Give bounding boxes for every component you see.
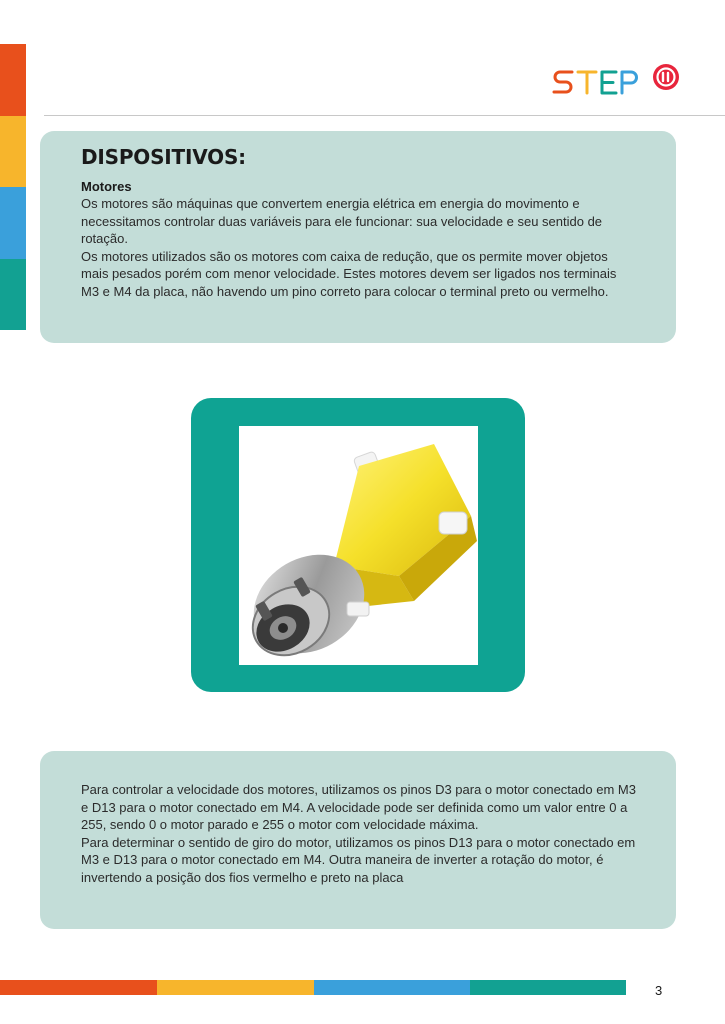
yellow-gear-motor-image bbox=[239, 426, 478, 665]
side-stripe-blue bbox=[0, 187, 26, 259]
footer-bar-blue bbox=[314, 980, 470, 995]
footer-bar-orange bbox=[0, 980, 157, 995]
side-stripe-yellow bbox=[0, 116, 26, 187]
velocidade-paragraph-1: Para controlar a velocidade dos motores, utilizamos os pinos D3 para o motor conectado em M3 e D13 para o motor conectado em M4. A velocidade pode ser definida como um valor entre 0 a 255, sendo 0 o motor parado e 255 o motor com velocidade máxima. bbox=[81, 782, 636, 832]
footer-bar-yellow bbox=[157, 980, 314, 995]
step-logo bbox=[552, 62, 684, 100]
motores-paragraph-1: Os motores são máquinas que convertem energia elétrica em energia do movimento e necessitamos controlar duas variáveis para ele funcionar: sua velocidade e seu sentido de rotação. bbox=[81, 196, 603, 246]
side-stripe-teal bbox=[0, 259, 26, 330]
section-title: DISPOSITIVOS: bbox=[81, 145, 246, 169]
velocidade-paragraph-2: Para determinar o sentido de giro do motor, utilizamos os pinos D13 para o motor conectado em M3 e D13 para o motor conectado em M4. Outra maneira de inverter a rotação do motor, é invertendo a posição dos fios vermelho e preto na placa bbox=[81, 834, 636, 885]
section-subtitle: Motores bbox=[81, 179, 132, 194]
side-stripe-orange bbox=[0, 44, 26, 116]
velocidade-card bbox=[40, 751, 676, 929]
motores-card bbox=[40, 131, 676, 343]
motor-figure-frame bbox=[191, 398, 525, 692]
footer-bar-teal bbox=[470, 980, 626, 995]
step-logo-mark bbox=[552, 62, 684, 100]
motores-paragraph-2: Os motores utilizados são os motores com caixa de redução, que os permite mover objetos mais pesados porém com menor velocidade. Estes motores devem ser ligados nos terminais M3 e M4 da placa, não havendo um pino correto para colocar o terminal preto ou vermelho. bbox=[81, 248, 617, 299]
header-divider bbox=[44, 115, 725, 116]
page-number: 3 bbox=[655, 983, 663, 998]
motor-photo bbox=[239, 426, 478, 665]
step-badge-icon bbox=[653, 64, 679, 90]
